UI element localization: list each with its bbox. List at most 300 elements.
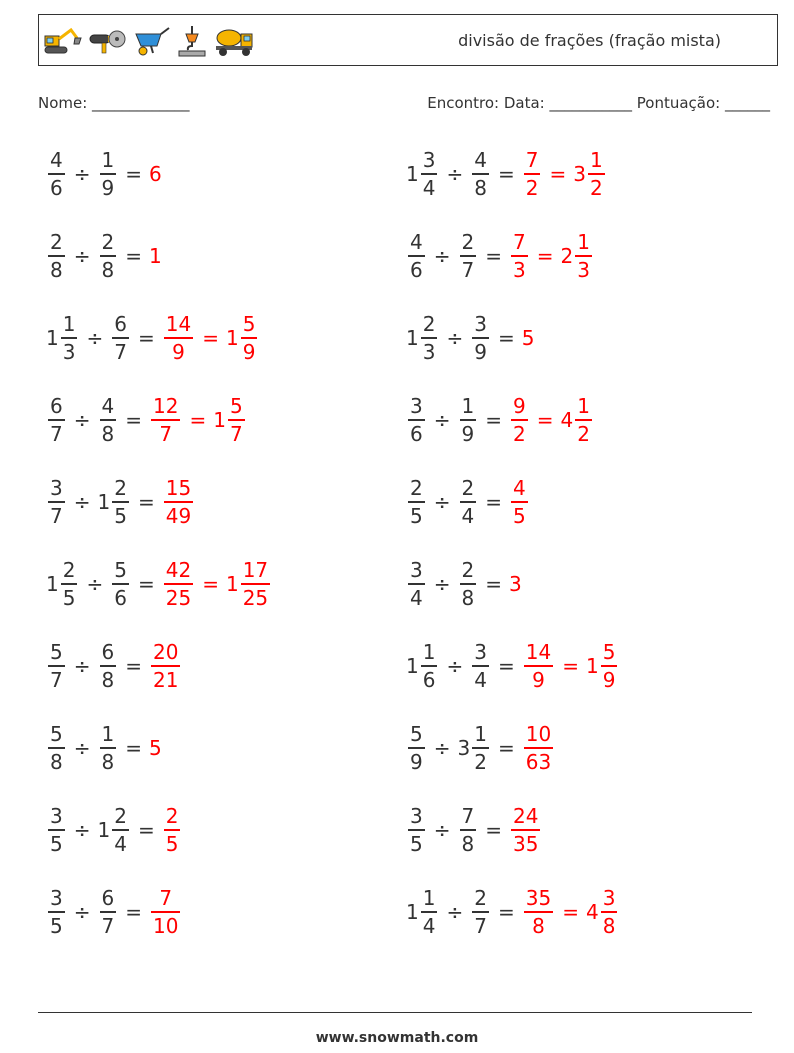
problem-14 xyxy=(406,636,619,696)
divide-sign: ÷ xyxy=(73,490,91,514)
divide-sign: ÷ xyxy=(73,736,91,760)
divide-sign: ÷ xyxy=(433,818,451,842)
numerator: 3 xyxy=(410,394,423,419)
fraction-bar xyxy=(460,419,477,421)
problem-3 xyxy=(46,226,162,286)
denominator: 63 xyxy=(525,749,552,774)
fraction-bar xyxy=(48,747,65,749)
problem-10 xyxy=(406,472,530,532)
denominator: 8 xyxy=(461,585,475,610)
denominator: 8 xyxy=(101,257,115,282)
denominator: 7 xyxy=(50,421,63,446)
fraction xyxy=(48,476,65,528)
fraction xyxy=(421,886,438,938)
operand xyxy=(46,886,67,938)
operand xyxy=(458,394,479,446)
equals-sign: = xyxy=(202,572,219,596)
fraction xyxy=(460,558,477,610)
fraction-bar xyxy=(408,829,425,831)
numerator: 20 xyxy=(153,640,179,665)
whole-number: 6 xyxy=(149,162,162,186)
whole-number: 3 xyxy=(509,572,522,596)
fraction xyxy=(164,804,181,856)
answer-value xyxy=(522,886,555,938)
fraction-bar xyxy=(524,911,553,913)
equals-sign: = xyxy=(497,900,515,924)
denominator: 35 xyxy=(513,831,539,856)
equals-sign: = xyxy=(137,490,155,514)
fraction xyxy=(588,148,605,200)
equals-sign: = xyxy=(497,654,515,678)
numerator: 17 xyxy=(242,558,269,583)
fraction-bar xyxy=(408,255,425,257)
whole-number: 1 xyxy=(406,654,419,678)
answer-value xyxy=(226,558,272,610)
denominator: 8 xyxy=(474,175,487,200)
fraction xyxy=(524,148,541,200)
denominator: 25 xyxy=(242,585,269,610)
fraction xyxy=(100,886,117,938)
numerator: 3 xyxy=(474,640,487,665)
whole-number: 1 xyxy=(149,244,162,268)
fraction xyxy=(100,148,117,200)
answer-value xyxy=(586,640,619,692)
fraction-bar xyxy=(100,173,117,175)
fraction-bar xyxy=(511,255,528,257)
operand xyxy=(406,476,427,528)
numerator: 2 xyxy=(50,230,63,255)
fraction-bar xyxy=(100,747,117,749)
denominator: 7 xyxy=(461,257,475,282)
denominator: 7 xyxy=(229,421,243,446)
equals-sign: = xyxy=(536,244,554,268)
excavator-icon xyxy=(43,24,83,58)
operand xyxy=(98,804,131,856)
numerator: 2 xyxy=(410,476,423,501)
numerator: 1 xyxy=(474,722,487,747)
answer-value xyxy=(213,394,246,446)
numerator: 2 xyxy=(62,558,76,583)
operand xyxy=(470,640,491,692)
numerator: 5 xyxy=(114,558,127,583)
fraction-bar xyxy=(151,911,180,913)
fraction xyxy=(228,394,245,446)
fraction-bar xyxy=(408,501,425,503)
fraction-bar xyxy=(421,173,438,175)
numerator: 42 xyxy=(165,558,192,583)
answer-value xyxy=(149,244,162,268)
denominator: 7 xyxy=(474,913,487,938)
numerator: 2 xyxy=(474,886,487,911)
numerator: 1 xyxy=(62,312,76,337)
footer-url: www.snowmath.com xyxy=(315,1030,479,1046)
answer-value xyxy=(561,394,594,446)
fraction xyxy=(511,230,528,282)
fraction xyxy=(408,394,425,446)
divide-sign: ÷ xyxy=(73,900,91,924)
equals-sign: = xyxy=(485,572,502,596)
fraction xyxy=(112,476,129,528)
denominator: 3 xyxy=(513,257,526,282)
cement-mixer-truck-icon xyxy=(213,24,255,58)
numerator: 6 xyxy=(101,886,115,911)
fraction-bar xyxy=(100,255,117,257)
equals-sign: = xyxy=(125,408,142,432)
fraction xyxy=(48,640,65,692)
denominator: 6 xyxy=(410,257,423,282)
numerator: 1 xyxy=(461,394,475,419)
numerator: 24 xyxy=(513,804,539,829)
fraction xyxy=(100,394,117,446)
denominator: 5 xyxy=(114,503,127,528)
divide-sign: ÷ xyxy=(433,490,451,514)
denominator: 4 xyxy=(114,831,127,856)
fraction xyxy=(241,558,270,610)
whole-number: 3 xyxy=(573,162,586,186)
fraction-bar xyxy=(112,829,129,831)
divide-sign: ÷ xyxy=(86,572,104,596)
answer-value xyxy=(162,476,195,528)
numerator: 2 xyxy=(114,804,127,829)
operand xyxy=(470,148,491,200)
fraction-bar xyxy=(524,747,553,749)
operand xyxy=(98,476,131,528)
denominator: 21 xyxy=(153,667,179,692)
operand xyxy=(458,230,479,282)
angle-grinder-icon xyxy=(87,24,127,58)
fraction xyxy=(408,804,425,856)
operand xyxy=(406,230,427,282)
fraction-bar xyxy=(472,665,489,667)
equals-sign: = xyxy=(137,818,155,842)
answer-value xyxy=(586,886,619,938)
fraction-bar xyxy=(601,911,618,913)
fraction-bar xyxy=(408,419,425,421)
divide-sign: ÷ xyxy=(73,408,91,432)
fraction-bar xyxy=(164,829,181,831)
header-box xyxy=(38,14,778,66)
answer-value xyxy=(149,640,182,692)
numerator: 5 xyxy=(242,312,256,337)
fraction-bar xyxy=(575,255,592,257)
fraction xyxy=(460,476,477,528)
denominator: 10 xyxy=(153,913,179,938)
problem-15 xyxy=(46,718,162,778)
numerator: 1 xyxy=(101,722,115,747)
equals-sign: = xyxy=(125,244,142,268)
fraction-bar xyxy=(112,337,129,339)
fraction-bar xyxy=(48,419,65,421)
denominator: 5 xyxy=(50,913,63,938)
fraction xyxy=(472,640,489,692)
name-field-label: Nome: _____________ xyxy=(38,94,190,112)
operand xyxy=(406,640,439,692)
operand xyxy=(98,886,119,938)
denominator: 6 xyxy=(422,667,436,692)
divide-sign: ÷ xyxy=(73,244,91,268)
fraction-bar xyxy=(524,173,541,175)
denominator: 9 xyxy=(172,339,185,364)
fraction xyxy=(151,640,180,692)
numerator: 5 xyxy=(50,722,63,747)
numerator: 5 xyxy=(50,640,63,665)
denominator: 25 xyxy=(165,585,192,610)
fraction xyxy=(164,312,193,364)
fraction-bar xyxy=(164,583,193,585)
divide-sign: ÷ xyxy=(446,654,464,678)
numerator: 2 xyxy=(461,558,475,583)
numerator: 6 xyxy=(114,312,127,337)
fraction xyxy=(112,312,129,364)
numerator: 3 xyxy=(50,476,63,501)
numerator: 5 xyxy=(229,394,243,419)
fraction-bar xyxy=(421,911,438,913)
answer-value xyxy=(162,312,195,364)
fraction-bar xyxy=(408,583,425,585)
fraction-bar xyxy=(472,173,489,175)
denominator: 9 xyxy=(602,667,616,692)
operand xyxy=(458,804,479,856)
denominator: 7 xyxy=(159,421,173,446)
whole-number: 1 xyxy=(225,572,239,596)
fraction xyxy=(421,640,438,692)
fraction xyxy=(575,394,592,446)
answer-value xyxy=(162,804,183,856)
numerator: 7 xyxy=(461,804,475,829)
equals-sign: = xyxy=(536,408,554,432)
operand xyxy=(406,148,439,200)
equals-sign: = xyxy=(485,818,502,842)
fraction-bar xyxy=(48,665,65,667)
fraction xyxy=(408,558,425,610)
whole-number: 1 xyxy=(225,326,239,350)
operand xyxy=(458,722,491,774)
denominator: 2 xyxy=(577,421,590,446)
denominator: 4 xyxy=(410,585,423,610)
denominator: 6 xyxy=(50,175,63,200)
fraction xyxy=(601,886,618,938)
fraction-bar xyxy=(472,747,489,749)
numerator: 10 xyxy=(525,722,552,747)
fraction-bar xyxy=(511,419,528,421)
denominator: 3 xyxy=(62,339,76,364)
fraction-bar xyxy=(575,419,592,421)
answer-value xyxy=(226,312,259,364)
numerator: 1 xyxy=(422,886,436,911)
denominator: 8 xyxy=(461,831,475,856)
numerator: 9 xyxy=(513,394,526,419)
numerator: 3 xyxy=(410,558,423,583)
fraction-bar xyxy=(241,337,258,339)
denominator: 3 xyxy=(422,339,436,364)
fraction-bar xyxy=(228,419,245,421)
numerator: 1 xyxy=(589,148,603,173)
numerator: 35 xyxy=(525,886,552,911)
fraction-bar xyxy=(164,337,193,339)
problem-2 xyxy=(406,144,607,204)
fraction-bar xyxy=(421,665,438,667)
whole-number: 1 xyxy=(46,572,59,596)
problem-6 xyxy=(406,308,534,368)
wheelbarrow-icon xyxy=(131,24,171,58)
denominator: 2 xyxy=(474,749,487,774)
answer-value xyxy=(522,640,555,692)
operand xyxy=(46,476,67,528)
problem-13 xyxy=(46,636,182,696)
fraction xyxy=(472,722,489,774)
operand xyxy=(46,148,67,200)
problem-5 xyxy=(46,308,259,368)
operand xyxy=(406,886,439,938)
divide-sign: ÷ xyxy=(446,162,464,186)
whole-number: 1 xyxy=(406,326,419,350)
numerator: 4 xyxy=(101,394,115,419)
fraction-bar xyxy=(48,829,65,831)
fraction xyxy=(100,722,117,774)
answer-value xyxy=(509,230,530,282)
fraction-bar xyxy=(460,829,477,831)
fraction xyxy=(408,722,425,774)
equals-sign: = xyxy=(562,900,579,924)
fraction xyxy=(472,886,489,938)
equals-sign: = xyxy=(125,162,142,186)
denominator: 3 xyxy=(577,257,590,282)
numerator: 7 xyxy=(159,886,173,911)
numerator: 4 xyxy=(513,476,526,501)
fraction-bar xyxy=(48,255,65,257)
denominator: 5 xyxy=(62,585,76,610)
fraction xyxy=(48,722,65,774)
operand xyxy=(470,886,491,938)
fraction-bar xyxy=(460,583,477,585)
whole-number: 1 xyxy=(406,162,419,186)
fraction-bar xyxy=(100,665,117,667)
denominator: 8 xyxy=(101,667,115,692)
numerator: 1 xyxy=(577,394,590,419)
fraction xyxy=(112,804,129,856)
whole-number: 2 xyxy=(560,244,574,268)
fraction xyxy=(460,394,477,446)
fraction-bar xyxy=(164,501,193,503)
whole-number: 4 xyxy=(560,408,574,432)
fraction xyxy=(460,230,477,282)
divide-sign: ÷ xyxy=(433,408,451,432)
problem-20 xyxy=(406,882,619,942)
fraction-bar xyxy=(48,911,65,913)
answer-value xyxy=(522,722,555,774)
operand xyxy=(46,722,67,774)
numerator: 2 xyxy=(114,476,127,501)
fraction-bar xyxy=(472,911,489,913)
whole-number: 4 xyxy=(585,900,599,924)
problem-1 xyxy=(46,144,162,204)
fraction xyxy=(151,394,180,446)
equals-sign: = xyxy=(497,736,515,760)
equals-sign: = xyxy=(562,654,579,678)
fraction xyxy=(241,312,258,364)
problem-16 xyxy=(406,718,555,778)
fraction-bar xyxy=(524,665,553,667)
fraction xyxy=(460,804,477,856)
divide-sign: ÷ xyxy=(433,572,451,596)
answer-value xyxy=(509,394,530,446)
problem-12 xyxy=(406,554,522,614)
problem-19 xyxy=(46,882,182,942)
fraction xyxy=(524,886,553,938)
numerator: 1 xyxy=(101,148,115,173)
fraction xyxy=(48,230,65,282)
fraction xyxy=(164,476,193,528)
fraction xyxy=(61,312,78,364)
numerator: 3 xyxy=(602,886,616,911)
divide-sign: ÷ xyxy=(73,654,91,678)
equals-sign: = xyxy=(189,408,207,432)
operand xyxy=(46,312,79,364)
answer-value xyxy=(149,394,182,446)
operand xyxy=(46,804,67,856)
fraction xyxy=(100,640,117,692)
numerator: 6 xyxy=(101,640,115,665)
problem-11 xyxy=(46,554,272,614)
equals-sign: = xyxy=(137,326,155,350)
fraction-bar xyxy=(511,501,528,503)
fraction xyxy=(524,640,553,692)
crane-hook-icon xyxy=(175,24,209,58)
fraction xyxy=(601,640,618,692)
answer-value xyxy=(149,886,182,938)
fraction-bar xyxy=(61,583,78,585)
operand xyxy=(406,394,427,446)
worksheet-title: divisão de frações (fração mista) xyxy=(458,31,721,50)
denominator: 7 xyxy=(114,339,127,364)
fraction xyxy=(421,148,438,200)
divide-sign: ÷ xyxy=(446,900,464,924)
numerator: 1 xyxy=(577,230,590,255)
fraction xyxy=(48,804,65,856)
fraction xyxy=(524,722,553,774)
operand xyxy=(406,558,427,610)
fraction-bar xyxy=(112,501,129,503)
divide-sign: ÷ xyxy=(86,326,104,350)
operand xyxy=(46,558,79,610)
fraction-bar xyxy=(61,337,78,339)
numerator: 5 xyxy=(602,640,616,665)
operand xyxy=(458,476,479,528)
numerator: 14 xyxy=(525,640,552,665)
numerator: 2 xyxy=(165,804,179,829)
fraction xyxy=(575,230,592,282)
denominator: 9 xyxy=(461,421,475,446)
fraction xyxy=(472,148,489,200)
equals-sign: = xyxy=(485,490,502,514)
fraction-bar xyxy=(421,337,438,339)
answer-value xyxy=(561,230,594,282)
denominator: 4 xyxy=(461,503,475,528)
fraction xyxy=(151,886,180,938)
footer-divider xyxy=(38,1012,752,1013)
numerator: 5 xyxy=(410,722,423,747)
denominator: 8 xyxy=(50,749,63,774)
denominator: 2 xyxy=(525,175,539,200)
denominator: 9 xyxy=(242,339,256,364)
answer-value xyxy=(522,148,543,200)
fraction-bar xyxy=(48,173,65,175)
numerator: 2 xyxy=(461,230,475,255)
equals-sign: = xyxy=(125,900,142,924)
denominator: 5 xyxy=(50,831,63,856)
denominator: 4 xyxy=(474,667,487,692)
numerator: 3 xyxy=(422,148,436,173)
